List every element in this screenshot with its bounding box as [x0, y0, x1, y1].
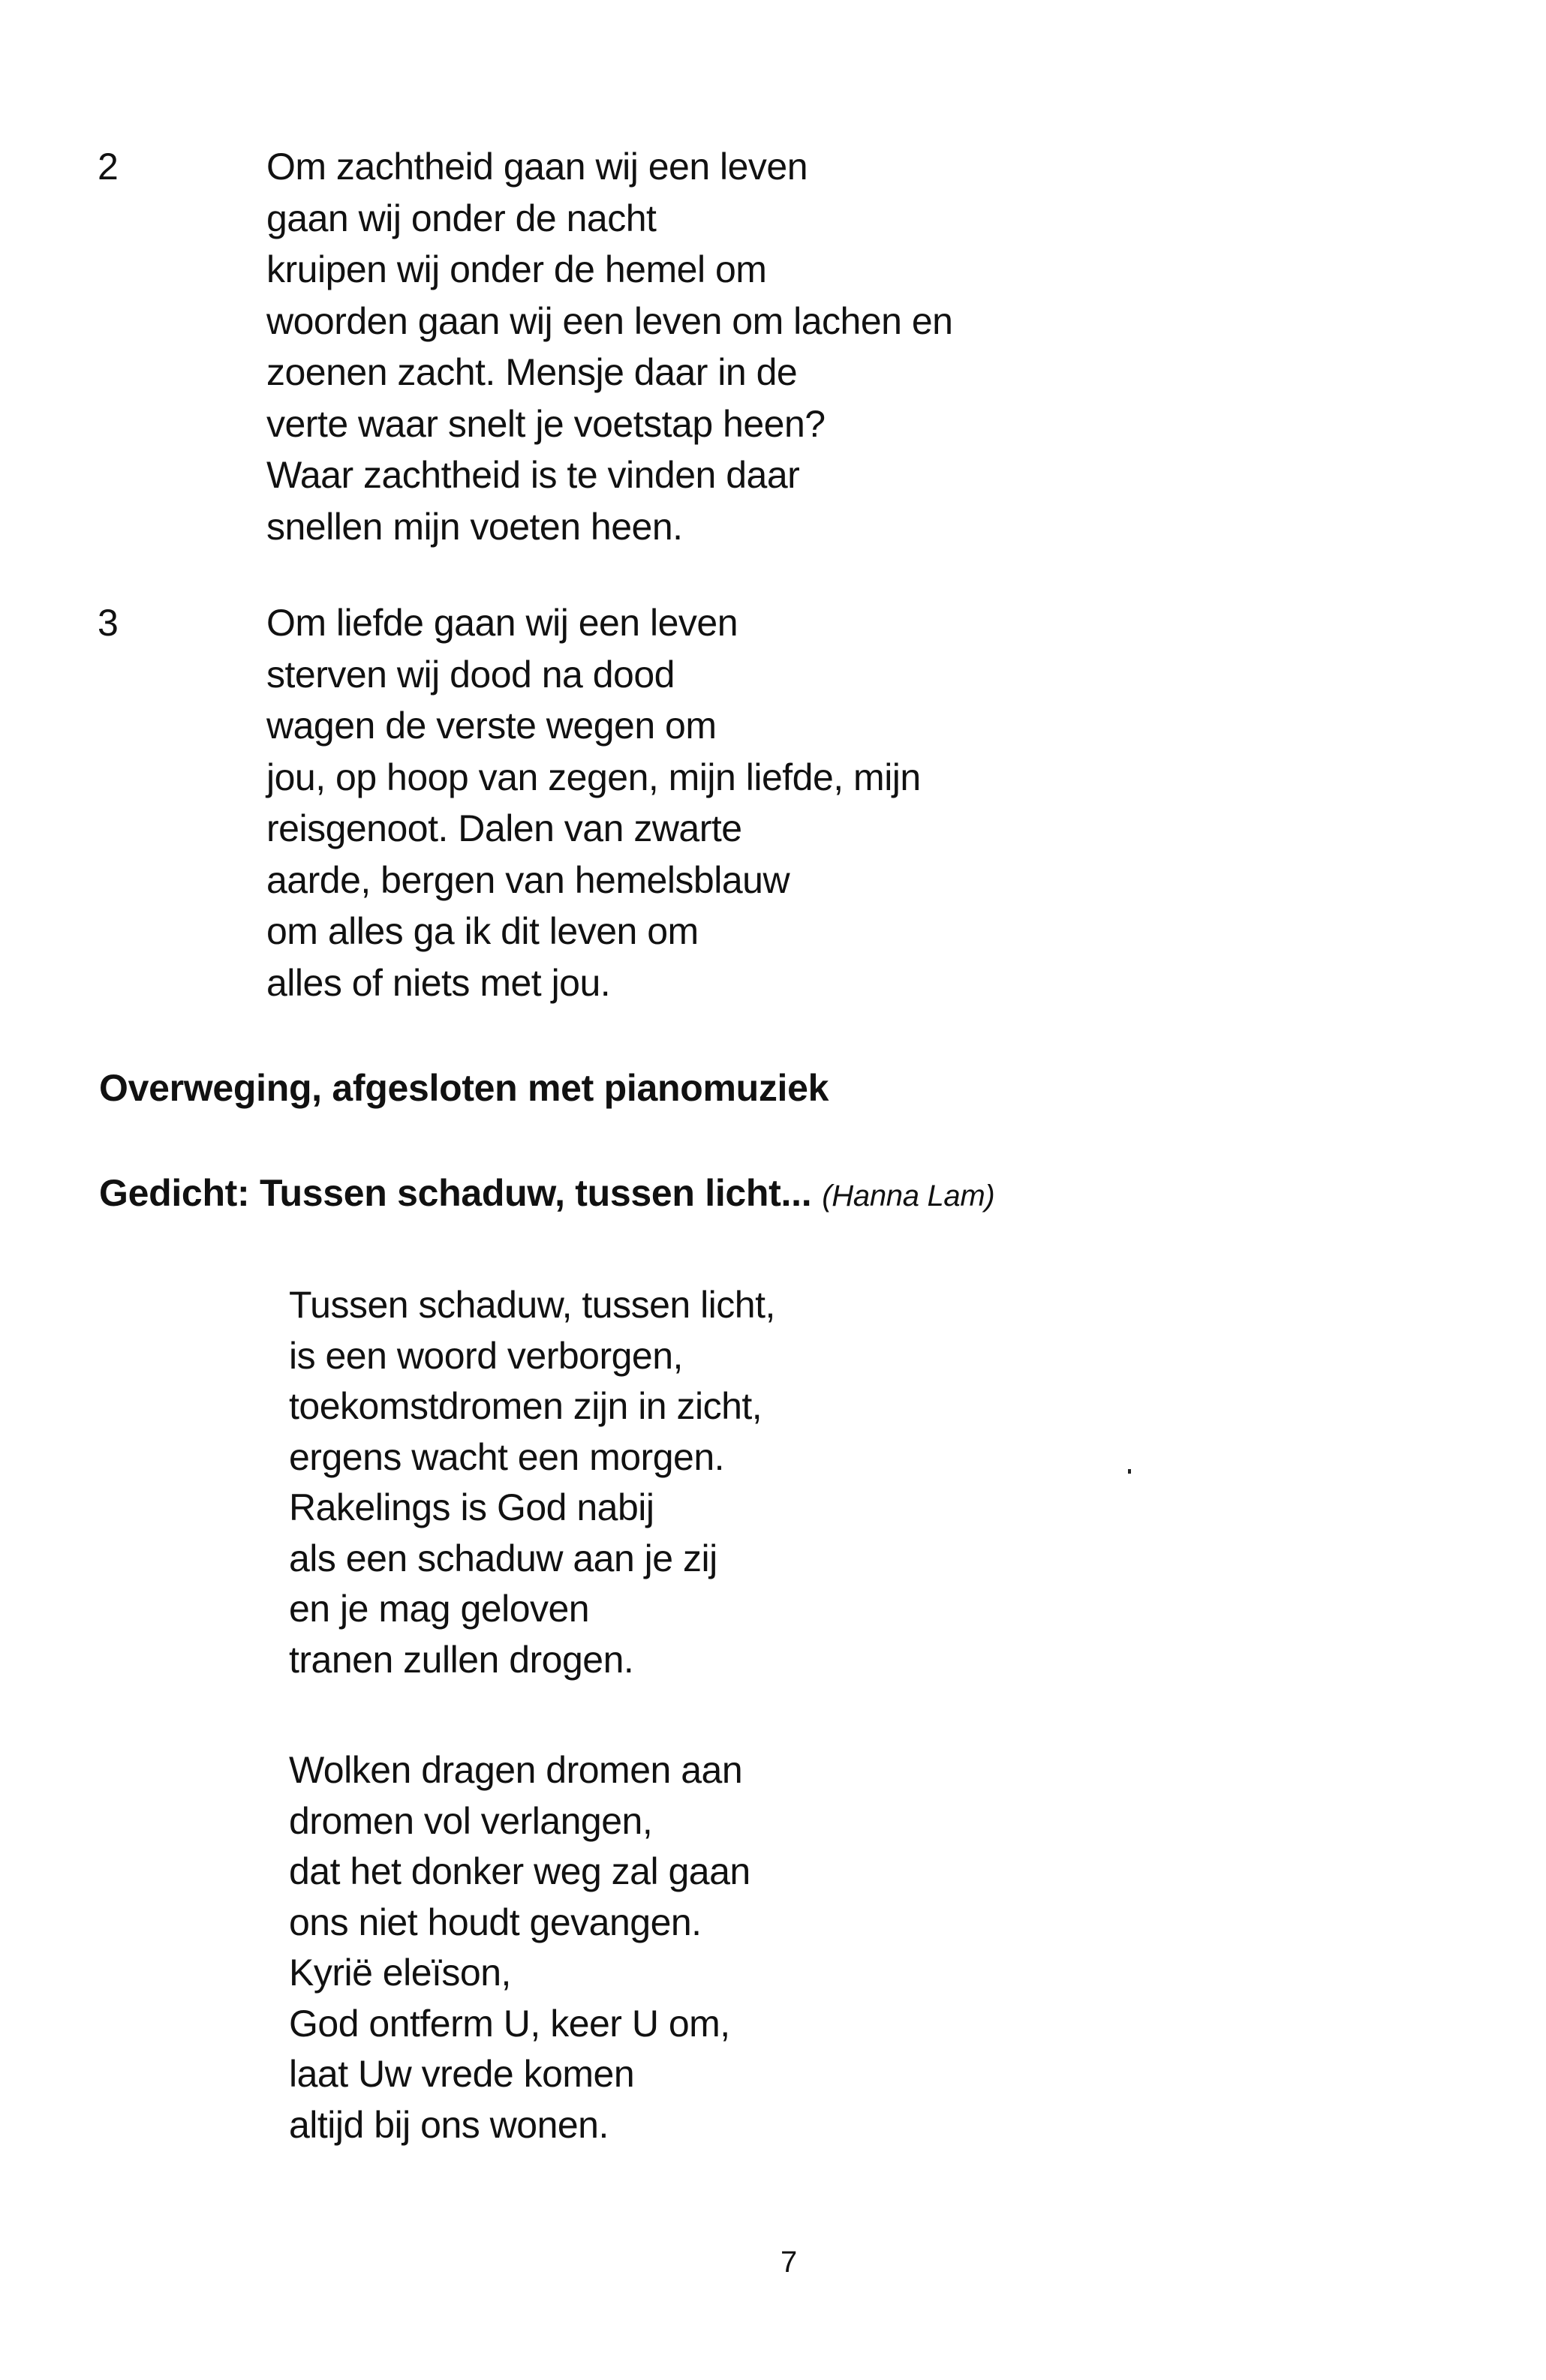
poem-author: (Hanna Lam)	[822, 1179, 995, 1213]
verse-line: jou, op hoop van zegen, mijn liefde, mijn	[266, 756, 921, 798]
poem-line: ergens wacht een morgen.	[289, 1435, 725, 1478]
verse-line: alles of niets met jou.	[266, 961, 611, 1004]
verse-line: reisgenoot. Dalen van zwarte	[266, 807, 742, 849]
poem-line: Wolken dragen dromen aan	[289, 1749, 743, 1791]
verse-line: Waar zachtheid is te vinden daar	[266, 454, 800, 496]
verse-line: Om liefde gaan wij een leven	[266, 602, 738, 644]
poem-line: Rakelings is God nabij	[289, 1486, 654, 1528]
section-heading-poem	[99, 1170, 994, 1219]
page-number: 7	[781, 2246, 798, 2279]
verse-line: om alles ga ik dit leven om	[266, 910, 699, 952]
verse-line: kruipen wij onder de hemel om	[266, 248, 767, 290]
verse-line: gaan wij onder de nacht	[266, 197, 657, 239]
verse-number: 2	[98, 146, 119, 188]
poem-title: Gedicht: Tussen schaduw, tussen licht...	[99, 1172, 812, 1214]
poem-line: als een schaduw aan je zij	[289, 1537, 717, 1579]
poem-line: is een woord verborgen,	[289, 1334, 683, 1377]
verse-line: woorden gaan wij een leven om lachen en	[266, 299, 953, 342]
verse-line: zoenen zacht. Mensje daar in de	[266, 351, 798, 393]
verse-line: aarde, bergen van hemelsblauw	[266, 858, 790, 901]
poem-line: dromen vol verlangen,	[289, 1799, 653, 1842]
poem-line: en je mag geloven	[289, 1588, 590, 1630]
verse-number: 3	[98, 602, 119, 644]
poem-line: Tussen schaduw, tussen licht,	[289, 1284, 775, 1326]
poem-line: tranen zullen drogen.	[289, 1638, 634, 1681]
poem-stanza-2	[289, 1745, 750, 2150]
heading-text: Overweging, afgesloten met pianomuziek	[99, 1067, 829, 1109]
poem-line: ons niet houdt gevangen.	[289, 1901, 702, 1943]
verse-lines	[266, 141, 952, 552]
poem-stanza-1	[289, 1280, 775, 1685]
poem-line: Kyrië eleïson,	[289, 1952, 511, 1994]
verse-lines	[266, 597, 921, 1008]
verse-line: wagen de verste wegen om	[266, 705, 717, 747]
poem-line: dat het donker weg zal gaan	[289, 1850, 750, 1892]
verse-line: sterven wij dood na dood	[266, 653, 675, 696]
section-heading-meditation	[99, 1065, 829, 1110]
poem-line: toekomstdromen zijn in zicht,	[289, 1385, 762, 1427]
verse-line: snellen mijn voeten heen.	[266, 505, 683, 548]
poem-line: God ontferm U, keer U om,	[289, 2002, 730, 2045]
poem-line: altijd bij ons wonen.	[289, 2103, 609, 2146]
verse-line: Om zachtheid gaan wij een leven	[266, 146, 808, 188]
verse-line: verte waar snelt je voetstap heen?	[266, 402, 826, 445]
poem-line: laat Uw vrede komen	[289, 2053, 635, 2095]
scan-artifact	[1128, 1469, 1131, 1474]
